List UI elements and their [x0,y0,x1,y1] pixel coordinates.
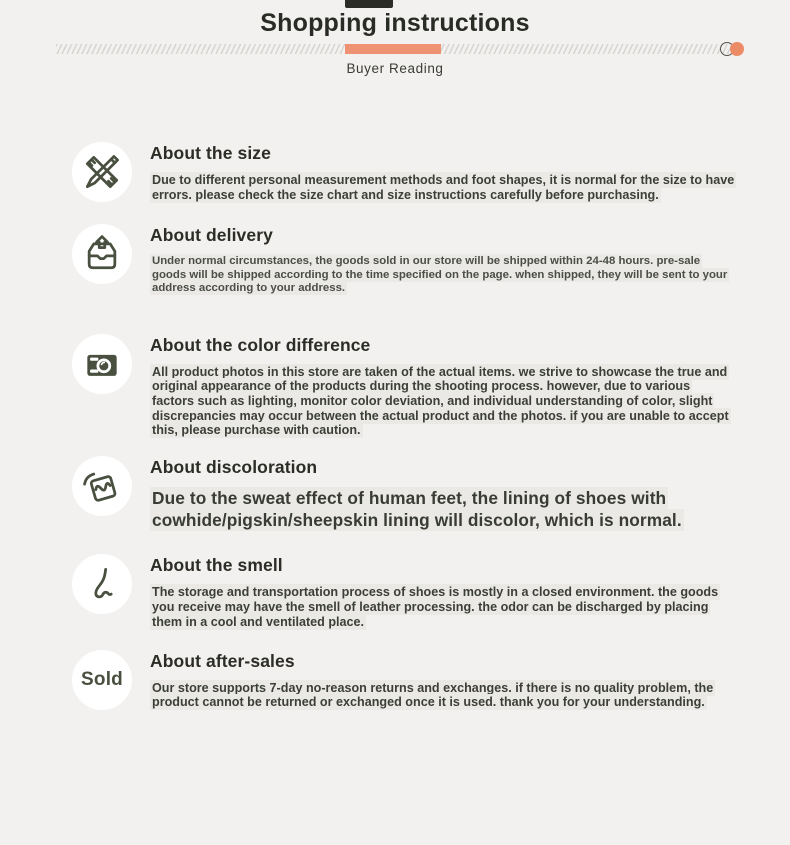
section-heading: About delivery [150,225,273,246]
section-heading: About after-sales [150,650,295,671]
section-body: Due to the sweat effect of human feet, the lining of shoes with cowhide/pigskin/sheepskin lining will discolor, which is normal. [152,488,682,531]
section-body: All product photos in this store are taken of the actual items. we strive to showcase the true and original appearance of the products during the shooting process. however, due to various factors such as lighting, monitor color deviation, and individual understanding of color, slight discrepancies may occur between the actual product and the photos. if you are unable to accept this, please purchase with caution. [152,364,729,438]
delivery-box-icon [80,232,124,276]
section-body: Under normal circumstances, the goods sold in our store will be shipped within 24-48 hours. pre-sale goods will be shipped according to the time specified on the page. when shipped, they will be sent to your address according to your address. [152,255,728,295]
camera-icon [80,342,124,386]
section-smell [0,554,790,629]
section-after-sales [0,650,790,710]
delivery-box-icon [72,224,132,284]
sweat-note-icon [72,456,132,516]
sold-badge-label: Sold [81,668,123,690]
section-heading: About the size [150,143,271,163]
sold-badge [72,650,132,710]
section-heading: About the smell [150,555,283,576]
section-body: Our store supports 7-day no-reason returns and exchanges. if there is no quality problem, the product cannot be returned or exchanged once it is used. thank you for your understanding. [152,680,714,710]
section-body: The storage and transportation process of shoes is mostly in a closed environment. the goods you receive may have the smell of leather processing. the odor can be discharged by placing them in a cool and ventilated place. [152,585,719,629]
section-heading: About the color difference [150,334,371,355]
pencil-ruler-icon [80,150,124,194]
sweat-note-icon [80,464,124,508]
divider-accent-bar [345,44,441,54]
section-body: Due to different personal measurement methods and foot shapes, it is normal for the size to have errors. please check the size chart and size instructions carefully before purchasing. [152,173,735,202]
divider-dot-icon [730,42,744,56]
nose-icon [80,562,124,606]
page-subtitle: Buyer Reading [346,61,444,76]
section-discoloration [0,456,790,531]
instruction-sections [0,142,790,710]
section-size [0,142,790,202]
camera-icon [72,334,132,394]
section-delivery [0,224,790,295]
section-heading: About discoloration [150,457,318,478]
nose-icon [72,554,132,614]
page-title: Shopping instructions [260,9,530,37]
title-divider [56,44,738,54]
pencil-ruler-icon [72,142,132,202]
top-clipped-banner [345,0,393,8]
section-color-difference [0,334,790,439]
